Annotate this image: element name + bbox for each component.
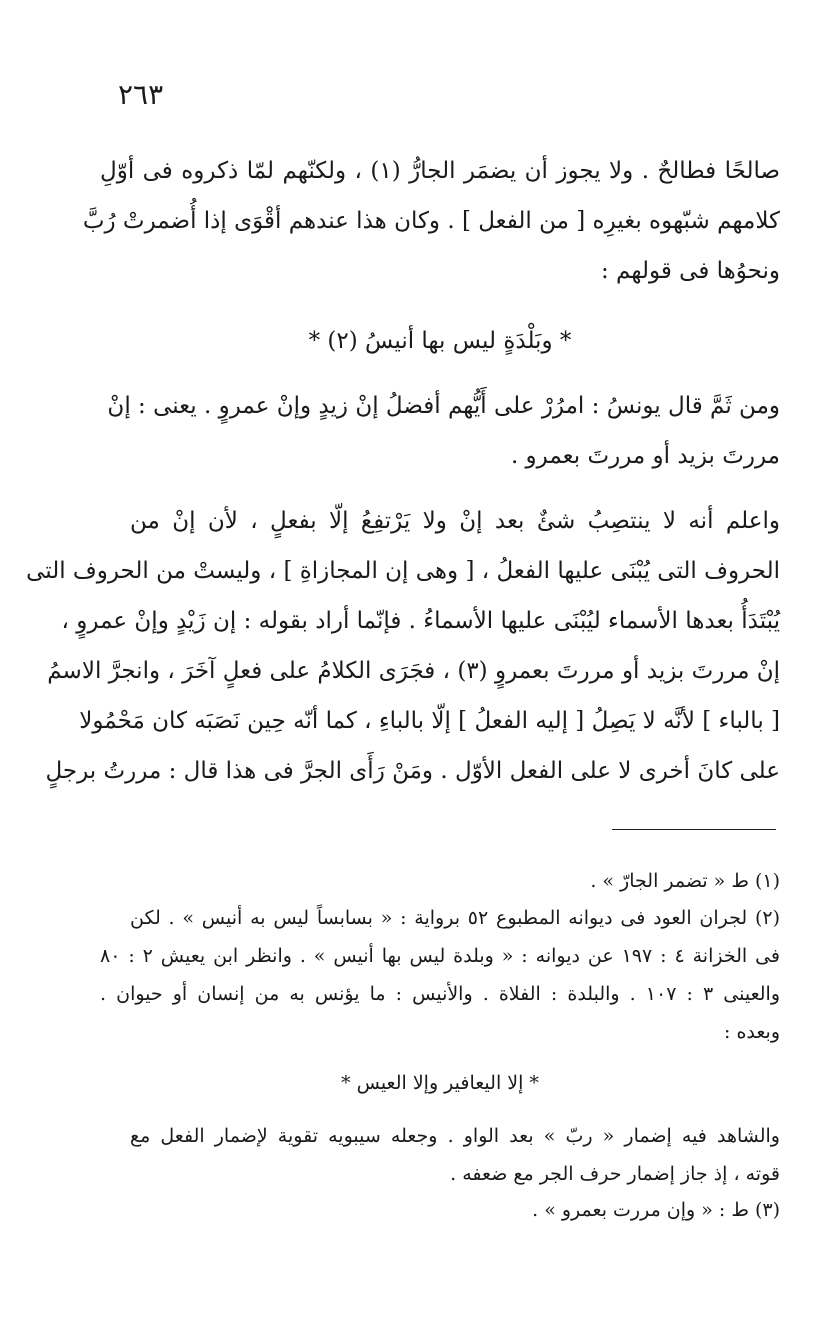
verse-line: * وبَلْدَةٍ ليس بها أنيسُ (٢) * — [308, 328, 572, 354]
footnote-2-line: والشاهد فيه إضمار « ربّ » بعد الواو . وجعله سيبويه تقوية لإضمار الفعل مع — [130, 1125, 780, 1147]
text-line: كلامهم شبّهوه بغيرِه [ من الفعل ] . وكان هذا عندهم أقْوَى إذا أُضمرتْ رُبَّ — [82, 208, 780, 234]
text-line: صالحًا فطالحٌ . ولا يجوز أن يضمَر الجارُّ (١) ، ولكنّهم لمّا ذكروه فى أوّلِ — [100, 158, 780, 184]
text-line: مررتَ بزيد أو مررتَ بعمرو . — [510, 443, 780, 469]
text-line: [ بالباء ] لأنَّه لا يَصِلُ [ إليه الفعلُ ] إلّا بالباءِ ، كما أنّه حِين نَصَبَه كان مَحْمُولا — [79, 708, 780, 734]
text-line: ونحوُها فى قولهم : — [600, 258, 780, 284]
footnote-verse: * إلا اليعافير وإلا العيس * — [341, 1072, 539, 1094]
text-line: ومن ثَمَّ قال يونسُ : امرُرْ على أَيُّهم أفضلُ إنْ زيدٍ وإنْ عمروٍ . يعنى : إنْ — [107, 393, 780, 419]
footnote-2-line: والعينى ٣ : ١٠٧ . والبلدة : الفلاة . والأنيس : ما يؤنس به من إنسان أو حيوان . — [100, 983, 780, 1005]
footnote-3: (٣) ط : « وإن مررت بعمرو » . — [532, 1199, 780, 1221]
footnote-1: (١) ط « تضمر الجارّ » . — [590, 870, 780, 892]
footnote-2-line: وبعده : — [724, 1021, 780, 1043]
text-line: على كانَ أخرى لا على الفعل الأوّل . ومَنْ رَأَى الجرَّ فى هذا قال : مررتُ برجلٍ — [45, 758, 780, 784]
text-line: إنْ مررتَ بزيد أو مررتَ بعمروٍ (٣) ، فجَرَى الكلامُ على فعلٍ آخَرَ ، وانجرَّ الاسمُ — [47, 658, 780, 684]
text-line: واعلم أنه لا ينتصِبُ شئٌ بعد إنْ ولا يَرْتفِعُ إلّا بفعلٍ ، لأن إنْ من — [130, 508, 780, 534]
page-number: ٢٦٣ — [118, 78, 164, 111]
footnote-2-line: (٢) لجران العود فى ديوانه المطبوع ٥٢ برواية : « بسابساً ليس به أنيس » . لكن — [130, 907, 780, 929]
footnote-2-line: قوته ، إذ جاز إضمار حرف الجر مع ضعفه . — [450, 1163, 780, 1185]
text-line: يُبْتَدَأُ بعدها الأسماء ليُبْنَى عليها الأسماءُ . فإنّما أراد بقوله : إن زَيْدٍ وإنْ عمروٍ ، — [61, 608, 780, 634]
footnote-2-line: فى الخزانة ٤ : ١٩٧ عن ديوانه : « وبلدة ليس بها أنيس » . وانظر ابن يعيش ٢ : ٨٠ — [100, 945, 781, 967]
footnote-divider — [612, 829, 776, 830]
text-line: الحروف التى يُبْنَى عليها الفعلُ ، [ وهى إن المجازاةِ ] ، وليستْ من الحروف التى — [26, 558, 780, 584]
